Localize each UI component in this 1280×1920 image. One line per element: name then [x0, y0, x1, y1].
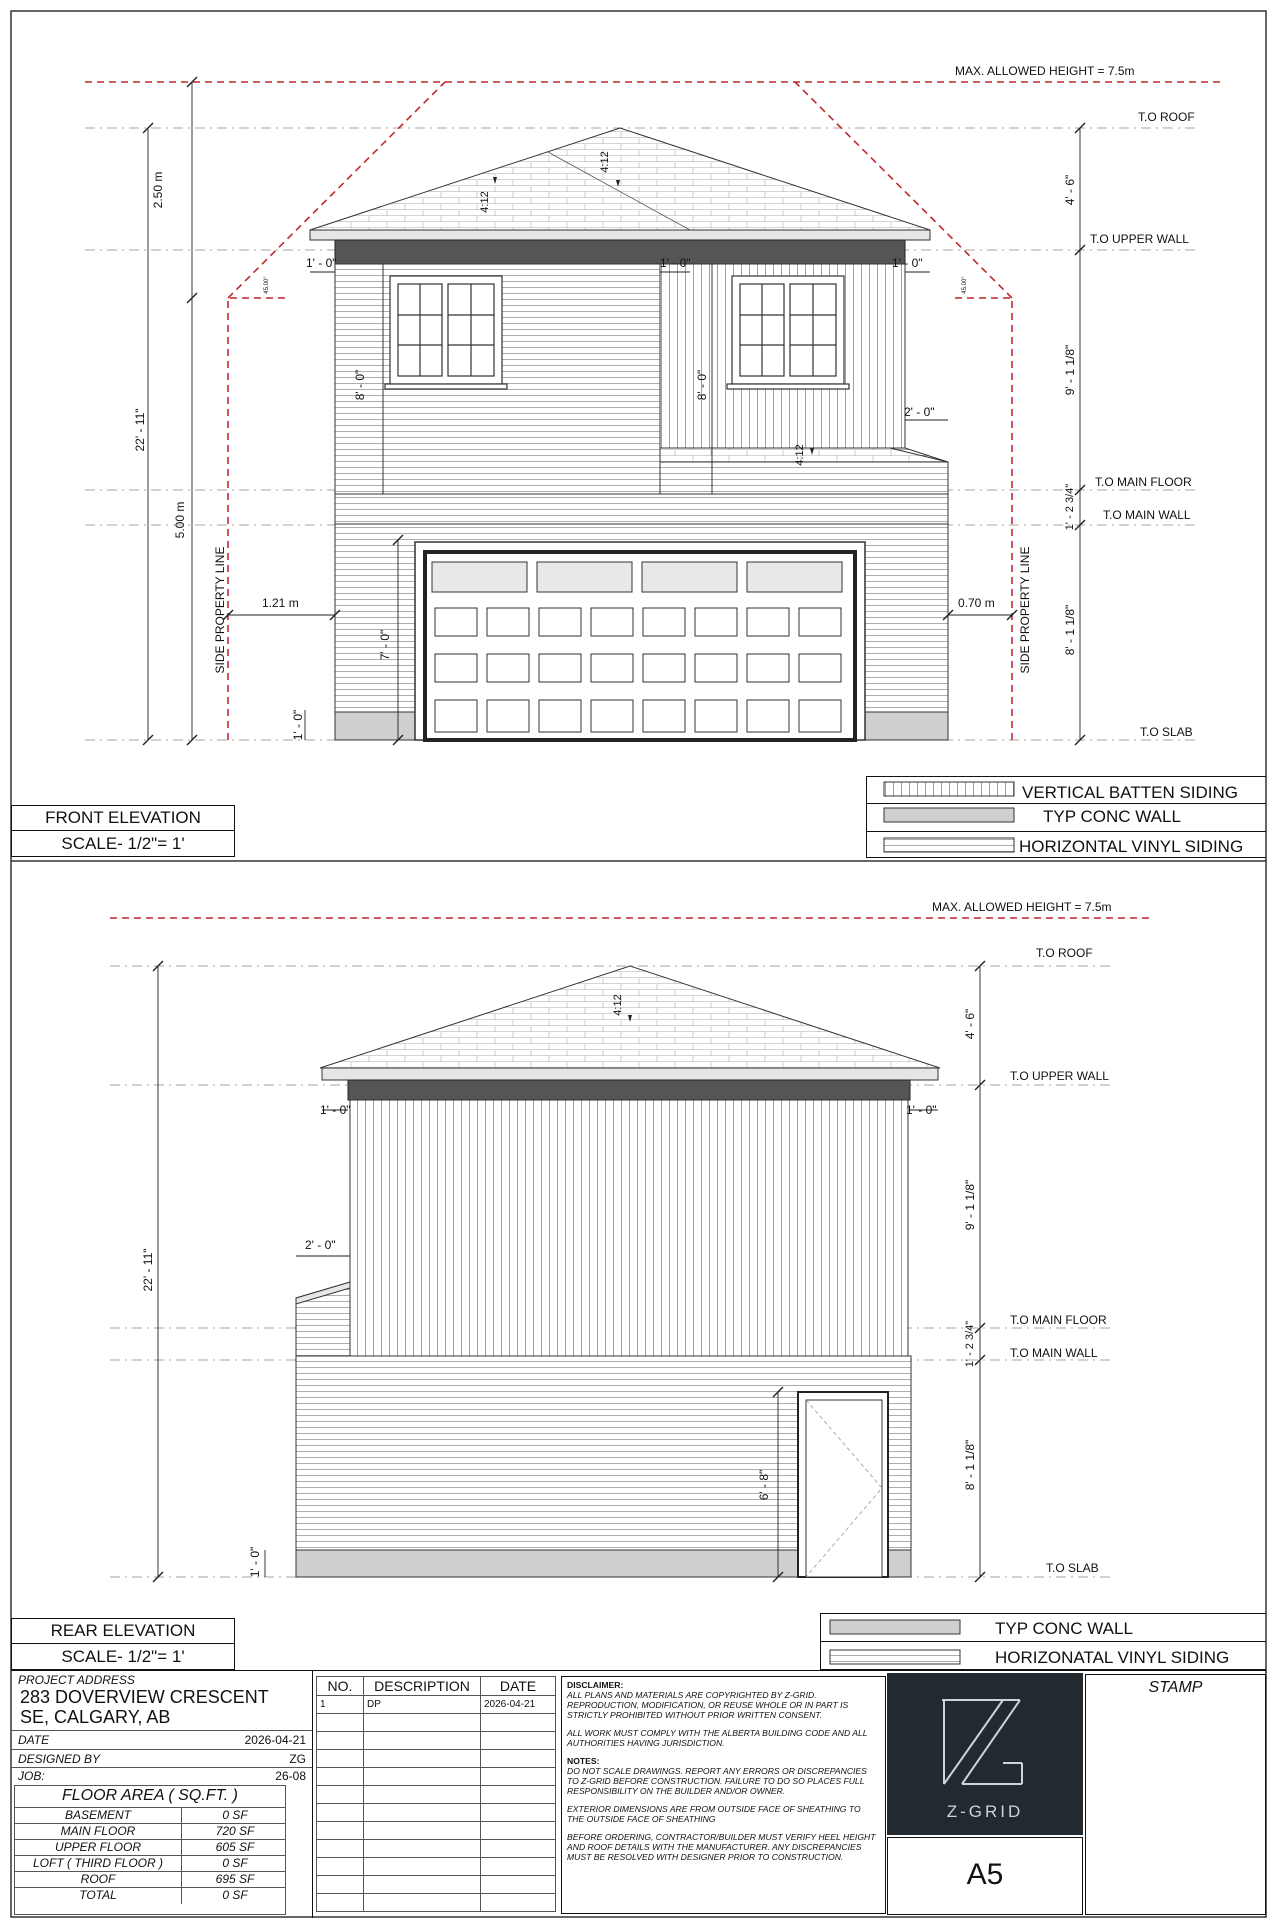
rear-dim-8-1-1-8: 8' - 1 1/8": [963, 1439, 977, 1491]
address-line-2: SE, CALGARY, AB: [20, 1707, 171, 1727]
legend-horizontal-vinyl: HORIZONTAL VINYL SIDING: [1019, 837, 1244, 856]
notes-title: NOTES:: [567, 1756, 600, 1766]
front-dim-8-1-1-8: 8' - 1 1/8": [1063, 604, 1077, 656]
disclaimer-text-2: ALL WORK MUST COMPLY WITH THE ALBERTA BUILDING CODE AND ALL AUTHORITIES HAVING JURISDICTION.: [567, 1728, 868, 1748]
front-dim-9-1-1-8: 9' - 1 1/8": [1063, 344, 1077, 396]
front-dim-2-50m: 2.50 m: [151, 171, 165, 209]
stamp-box: [1085, 1674, 1266, 1915]
rear-pitch: 4:12: [612, 994, 624, 1016]
front-elevation: [85, 77, 1220, 745]
project-info: [11, 1671, 313, 1918]
rear-max-height-label: MAX. ALLOWED HEIGHT = 7.5m: [932, 900, 1112, 914]
rear-level-upper-wall: T.O UPPER WALL: [1010, 1069, 1109, 1083]
rear-legend-horizontal-vinyl: HORIZONATAL VINYL SIDING: [995, 1648, 1230, 1667]
disclaimer-text-1: ALL PLANS AND MATERIALS ARE COPYRIGHTED BY Z-GRID. REPRODUCTION, MODIFICATION, OR REUSE WHOLE OR IN PART IS STRICTLY PROHIBITED WITHOUT PRIOR WRITTEN CONSENT.: [567, 1690, 849, 1720]
front-dim-0-70m: 0.70 m: [958, 596, 995, 610]
rear-dim-9-1-1-8: 9' - 1 1/8": [963, 1179, 977, 1231]
sheet-number: A5: [966, 1858, 1004, 1891]
logo-text: Z-GRID: [946, 1802, 1024, 1821]
front-dim-1-2-3-4: 1' - 2 3/4": [1064, 483, 1076, 531]
designed-by-value: ZG: [289, 1752, 306, 1766]
rear-dim-1-0-slab: 1' - 0": [248, 1546, 262, 1578]
front-level-roof: T.O ROOF: [1138, 110, 1195, 124]
date-label: DATE: [18, 1733, 50, 1747]
disclaimer-notes: [561, 1676, 886, 1914]
rear-level-main-floor: T.O MAIN FLOOR: [1010, 1313, 1107, 1327]
project-address-label: PROJECT ADDRESS: [18, 1673, 135, 1687]
front-level-upper-wall: T.O UPPER WALL: [1090, 232, 1189, 246]
notes-text-1: DO NOT SCALE DRAWINGS. REPORT ANY ERRORS OR DISCREPANCIES TO Z-GRID BEFORE CONSTRUCTION. FAILURE TO DO SO PLACES FULL RESPONSIBILITY ON THE BUILDER AND/OR OWNER.: [567, 1766, 867, 1796]
front-pitch-main: 4:12: [599, 151, 611, 173]
job-label: JOB:: [18, 1769, 45, 1783]
rear-legend: [820, 1613, 1266, 1670]
front-level-slab: T.O SLAB: [1140, 725, 1193, 739]
front-angle-right: 45.00°: [962, 276, 968, 294]
rear-dim-2-0: 2' - 0": [305, 1238, 336, 1252]
front-pitch-porch: 4:12: [794, 444, 806, 466]
rear-elevation-scale: SCALE- 1/2"= 1': [11, 1643, 235, 1670]
front-dim-1-0-overhang-mid: 1' - 0": [660, 256, 691, 270]
front-dim-2-0: 2' - 0": [904, 405, 935, 419]
front-dim-1-0-overhang-left: 1' - 0": [306, 256, 337, 270]
front-dim-5-00m: 5.00 m: [173, 501, 187, 539]
front-level-main-wall: T.O MAIN WALL: [1103, 508, 1191, 522]
designed-by-label: DESIGNED BY: [18, 1752, 101, 1766]
front-dim-8-0-right: 8' - 0": [695, 369, 709, 401]
rear-dim-22-11: 22' - 11": [141, 1248, 155, 1292]
rear-level-roof: T.O ROOF: [1036, 946, 1093, 960]
rear-level-slab: T.O SLAB: [1046, 1561, 1099, 1575]
rear-dim-1-0-overhang-right: 1' - 0": [906, 1103, 937, 1117]
rear-legend-conc-wall: TYP CONC WALL: [995, 1619, 1133, 1638]
front-dim-4-6: 4' - 6": [1063, 174, 1077, 206]
front-angle-left: 45.00°: [264, 276, 270, 294]
floor-area-table: [14, 1785, 286, 1915]
disclaimer-title: DISCLAIMER:: [567, 1680, 624, 1690]
job-value: 26-08: [275, 1769, 306, 1783]
sheet-number-box: [887, 1837, 1083, 1915]
front-dim-1-0-slab: 1' - 0": [291, 709, 305, 741]
rear-dim-1-0-overhang-left: 1' - 0": [320, 1103, 351, 1117]
revision-row: 1 DP 2026-04-21: [317, 1696, 556, 1714]
area-row-total: TOTAL 0 SF: [15, 1887, 285, 1904]
legend-conc-wall: TYP CONC WALL: [1043, 807, 1181, 826]
company-logo: [887, 1674, 1083, 1836]
front-elevation-scale: SCALE- 1/2"= 1': [11, 830, 235, 857]
area-row-roof: ROOF 695 SF: [15, 1871, 285, 1888]
rear-dim-6-8: 6' - 8": [757, 1469, 771, 1501]
title-block: [11, 1670, 1266, 1917]
front-elevation-title: FRONT ELEVATION: [11, 805, 235, 831]
rev-header-no: NO.: [317, 1677, 364, 1696]
front-legend: [866, 776, 1266, 858]
notes-text-3: BEFORE ORDERING, CONTRACTOR/BUILDER MUST VERIFY HEEL HEIGHT AND ROOF DETAILS WITH THE MANUFACTURER. ANY DISCREPANCIES MUST BE RESOLVED WITH DESIGNER PRIOR TO CONSTRUCTION.: [567, 1832, 876, 1862]
area-row-upper-floor: UPPER FLOOR 605 SF: [15, 1839, 285, 1856]
front-pitch-side: 4:12: [479, 191, 491, 213]
rev-header-description: DESCRIPTION: [364, 1677, 481, 1696]
area-row-main-floor: MAIN FLOOR 720 SF: [15, 1823, 285, 1840]
front-side-property-line-right: SIDE PROPERTY LINE: [1018, 546, 1032, 674]
front-side-property-line-left: SIDE PROPERTY LINE: [213, 546, 227, 674]
legend-vertical-batten: VERTICAL BATTEN SIDING: [1022, 783, 1239, 802]
front-dim-22-11: 22' - 11": [133, 408, 147, 452]
rear-level-main-wall: T.O MAIN WALL: [1010, 1346, 1098, 1360]
area-row-loft: LOFT ( THIRD FLOOR ) 0 SF: [15, 1855, 285, 1872]
rear-dim-4-6: 4' - 6": [963, 1008, 977, 1040]
front-dim-8-0-left: 8' - 0": [353, 369, 367, 401]
revision-table: [316, 1676, 556, 1914]
rear-elevation: [110, 918, 1150, 1582]
front-level-main-floor: T.O MAIN FLOOR: [1095, 475, 1192, 489]
rear-elevation-title: REAR ELEVATION: [11, 1618, 235, 1644]
rear-dim-1-2-3-4: 1' - 2 3/4": [964, 1320, 976, 1368]
rev-header-date: DATE: [481, 1677, 556, 1696]
area-row-basement: BASEMENT 0 SF: [15, 1807, 285, 1824]
front-dim-1-0-overhang-right: 1' - 0": [892, 256, 923, 270]
date-value: 2026-04-21: [244, 1733, 306, 1747]
stamp-label: STAMP: [1148, 1679, 1203, 1696]
floor-area-title: FLOOR AREA ( SQ.FT. ): [61, 1787, 239, 1804]
notes-text-2: EXTERIOR DIMENSIONS ARE FROM OUTSIDE FACE OF SHEATHING TO THE OUTSIDE FACE OF SHEATHING: [567, 1804, 861, 1824]
address-line-1: 283 DOVERVIEW CRESCENT: [20, 1687, 269, 1707]
front-dim-1-21m: 1.21 m: [262, 596, 299, 610]
front-max-height-label: MAX. ALLOWED HEIGHT = 7.5m: [955, 64, 1135, 78]
front-dim-7-0: 7' - 0": [378, 629, 392, 661]
